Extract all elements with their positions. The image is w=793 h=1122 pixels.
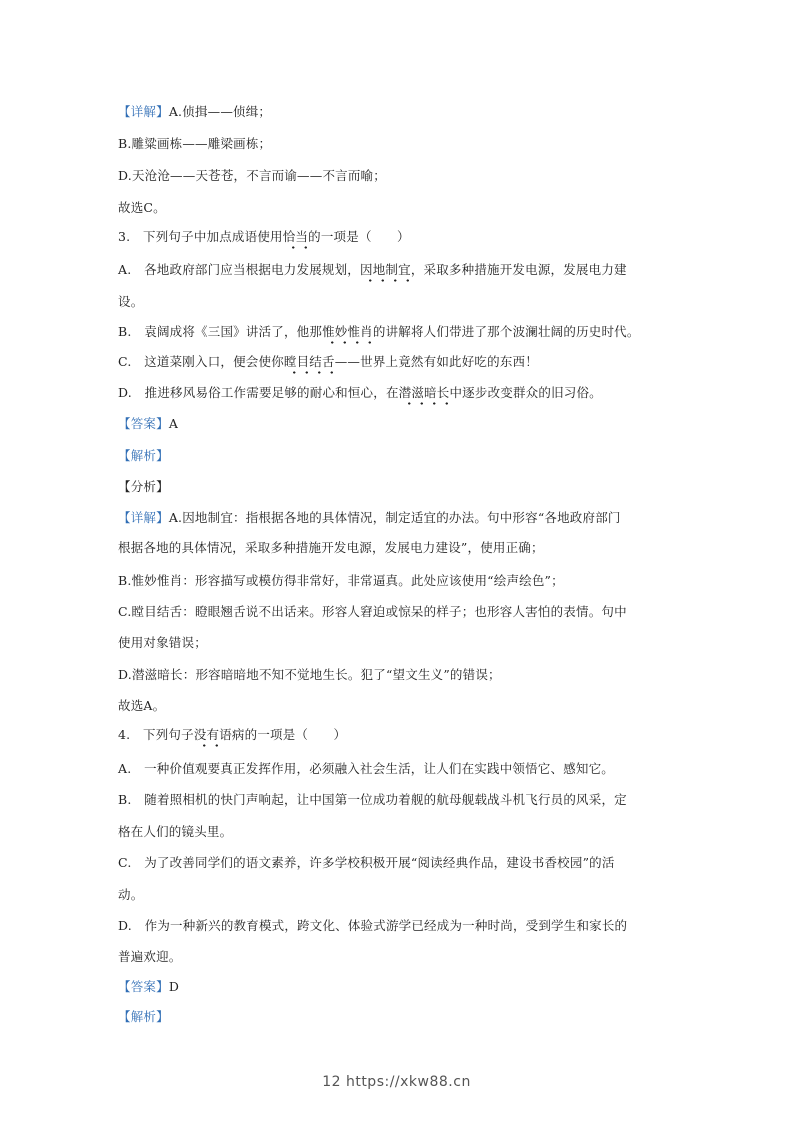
question-4-option-d-cont: 普遍欢迎。: [118, 949, 182, 964]
answer-tag: 【答案】: [118, 416, 169, 431]
question-3-option-a-cont: 设。: [118, 294, 144, 309]
detail-tag: 【详解】: [118, 104, 169, 119]
emphasis-dots: 恰当: [282, 229, 309, 244]
question-3-option-c: C. 这道菜刚入口，便会使你瞠目结舌——世界上竟然有如此好吃的东西！: [118, 354, 538, 369]
question-4-stem: 4. 下列句子没有语病的一项是（ ）: [118, 727, 347, 742]
explanation-line-3: D.天沧沧——天苍苍，不言而谕——不言而喻；: [118, 168, 386, 183]
question-4-option-c-cont: 动。: [118, 887, 144, 902]
detail-3-line-4: C.瞠目结舌：瞪眼翘舌说不出话来。形容人窘迫或惊呆的样子；也形容人害怕的表情。句中: [118, 604, 627, 619]
detail-3-line-1: 【详解】A.因地制宜：指根据各地的具体情况，制定适宜的办法。句中形容“各地政府部门: [118, 510, 621, 525]
detail-3-line-5: 使用对象错误；: [118, 635, 207, 650]
detail-3-line-7: 故选A。: [118, 698, 166, 713]
emphasis-dots: 潜滋暗长: [398, 385, 450, 400]
question-4-option-b: B. 随着照相机的快门声响起，让中国第一位成功着舰的航母舰载战斗机飞行员的风采，定: [118, 792, 627, 807]
emphasis-dots: 因地制宜: [360, 262, 411, 277]
fenxi-tag-3: 【分析】: [118, 479, 169, 494]
question-3-option-d: D. 推进移风易俗工作需要足够的耐心和恒心，在潜滋暗长中逐步改变群众的旧习俗。: [118, 385, 602, 400]
explanation-line-2: B.雕粱画栋——雕梁画栋；: [118, 136, 272, 151]
detail-3-line-2: 根据各地的具体情况，采取多种措施开发电源，发展电力建设”，使用正确；: [118, 540, 544, 555]
explanation-line-4: 故选C。: [118, 200, 166, 215]
detail-3-line-6: D.潜滋暗长：形容暗暗地不知不觉地生长。犯了“望文生义”的错误；: [118, 667, 501, 682]
page-footer: 12 https://xkw88.cn: [322, 1074, 471, 1090]
question-3-stem: 3. 下列句子中加点成语使用恰当的一项是（ ）: [118, 229, 410, 244]
answer-4: 【答案】D: [118, 979, 180, 994]
analysis-tag-4: 【解析】: [118, 1009, 169, 1024]
question-4-option-c: C. 为了改善同学们的语文素养，许多学校积极开展“阅读经典作品，建设书香校园”的活: [118, 855, 615, 870]
emphasis-dots: 没有: [193, 727, 220, 742]
answer-tag: 【答案】: [118, 979, 169, 994]
emphasis-dots: 瞠目结舌: [283, 354, 335, 369]
emphasis-dots: 惟妙惟肖: [322, 324, 373, 339]
answer-3: 【答案】A: [118, 416, 179, 431]
explanation-line-1: 【详解】A.侦揖——侦缉；: [118, 104, 272, 119]
question-3-option-a: A. 各地政府部门应当根据电力发展规划，因地制宜，采取多种措施开发电源，发展电力建: [118, 262, 627, 277]
detail-3-line-3: B.惟妙惟肖：形容描写或模仿得非常好，非常逼真。此处应该使用“绘声绘色”；: [118, 573, 564, 588]
question-3-option-b: B. 袁阔成将《三国》讲活了，他那惟妙惟肖的讲解将人们带进了那个波澜壮阔的历史时代。: [118, 324, 640, 339]
analysis-tag-3: 【解析】: [118, 448, 169, 463]
question-4-option-b-cont: 格在人们的镜头里。: [118, 824, 233, 839]
question-4-option-a: A. 一种价值观要真正发挥作用，必须融入社会生活，让人们在实践中领悟它、感知它。: [118, 761, 615, 776]
detail-tag: 【详解】: [118, 510, 169, 525]
question-4-option-d: D. 作为一种新兴的教育模式，跨文化、体验式游学已经成为一种时尚，受到学生和家长的: [118, 918, 628, 933]
